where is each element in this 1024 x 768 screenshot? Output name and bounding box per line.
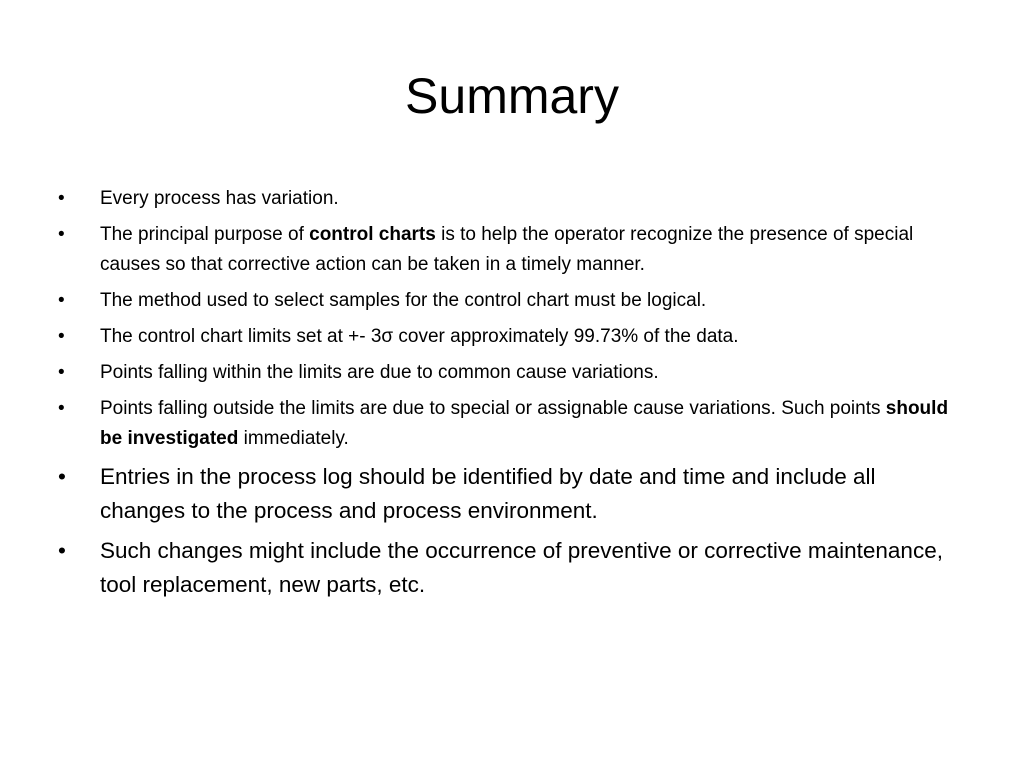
bullet-text (100, 224, 913, 275)
bullet-marker: • (58, 326, 65, 347)
bullet-text-bold: control charts (309, 224, 436, 245)
bullet-text-post: is to help the operator recognize the presence of special causes so that corrective action can be taken in a timely manner. (100, 224, 914, 275)
bullet-text: Such changes might include the occurrence of preventive or corrective maintenance, tool replacement, new parts, etc. (100, 538, 943, 597)
bullet-text: The control chart limits set at +- 3σ cover approximately 99.73% of the data. (100, 326, 739, 347)
bullet-text: Entries in the process log should be identified by date and time and include all changes to the process and process environment. (100, 464, 876, 523)
bullet-text (100, 398, 948, 449)
bullet-marker: • (58, 398, 65, 419)
bullet-marker: • (58, 290, 65, 311)
bullet-text: The method used to select samples for the control chart must be logical. (100, 290, 707, 311)
bullet-item (56, 184, 956, 214)
bullet-item (56, 534, 956, 602)
bullet-list (56, 184, 956, 608)
bullet-item (56, 394, 956, 454)
bullet-item (56, 322, 956, 352)
bullet-text: Points falling within the limits are due to common cause variations. (100, 362, 659, 383)
bullet-text-pre: Points falling outside the limits are due to special or assignable cause variations. Such points (100, 398, 886, 419)
bullet-item (56, 286, 956, 316)
bullet-marker: • (58, 362, 65, 383)
bullet-text-bold: should be investigated (100, 398, 949, 449)
bullet-item (56, 358, 956, 388)
bullet-marker: • (58, 538, 66, 563)
bullet-text: Every process has variation. (100, 188, 339, 209)
bullet-item (56, 220, 956, 280)
bullet-marker: • (58, 188, 65, 209)
bullet-marker: • (58, 224, 65, 245)
bullet-text-post: immediately. (238, 428, 349, 449)
bullet-item (56, 460, 956, 528)
bullet-marker: • (58, 464, 66, 489)
bullet-text-pre: The principal purpose of (100, 224, 310, 245)
slide-title: Summary (405, 68, 619, 124)
